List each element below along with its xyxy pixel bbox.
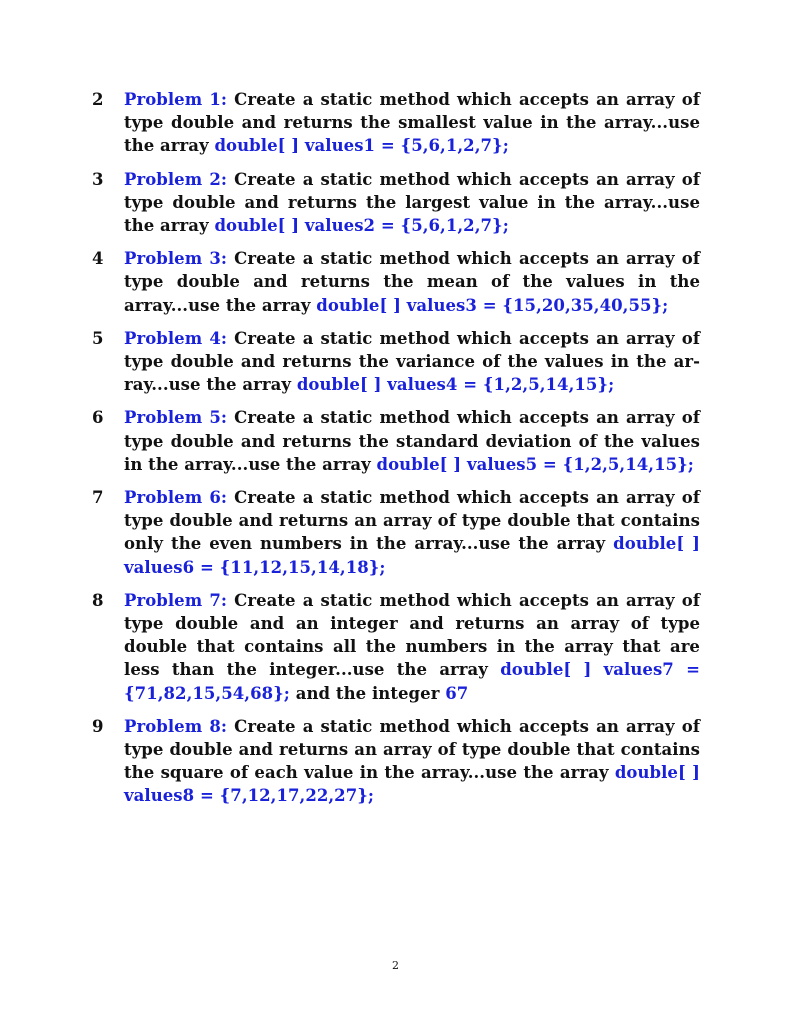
problem-number: 2 (92, 90, 104, 109)
problem-number: 6 (92, 408, 104, 428)
problem-number: 9 (92, 716, 104, 736)
page-number: 2 (392, 959, 399, 972)
problem-label: Problem 3: (124, 249, 228, 269)
problem-extra-code: 67 (445, 683, 469, 703)
problem-item-2 (92, 168, 700, 238)
problem-item-7 (92, 589, 700, 705)
problem-number: 3 (92, 169, 104, 189)
problem-code: double[ ] values8 = {7,12,17,22,27}; (124, 763, 700, 806)
problem-code: double[ ] values7 = {71,82,15,54,68}; (124, 660, 700, 703)
problem-number: 7 (92, 488, 104, 508)
problem-body (124, 715, 700, 808)
problem-label: Problem 6: (124, 488, 228, 508)
problem-number: 5 (92, 328, 104, 348)
problem-item-6 (92, 486, 700, 579)
problem-text: Create a static method which accepts an array of type double and returns the smallest value in the array...use the array (124, 90, 700, 156)
problem-label: Problem 2: (124, 169, 228, 189)
problem-list (92, 88, 700, 818)
problem-code: double[ ] values1 = {5,6,1,2,7}; (214, 136, 509, 156)
problem-body (124, 327, 700, 397)
problem-item-3 (92, 247, 700, 317)
problem-body (124, 88, 700, 158)
problem-label: Problem 1: (124, 90, 228, 109)
problem-item-8 (92, 715, 700, 808)
problem-body (124, 406, 700, 476)
problem-label: Problem 5: (124, 408, 228, 428)
problem-body (124, 247, 700, 317)
problem-text: Create a static method which accepts an array of type double and returns an array of type double that contains the square of each value in the array...use the array (124, 716, 700, 783)
problem-body (124, 589, 700, 705)
problem-body (124, 168, 700, 238)
problem-number: 4 (92, 249, 104, 269)
problem-label: Problem 4: (124, 328, 228, 348)
problem-code: double[ ] values5 = {1,2,5,14,15}; (376, 454, 694, 474)
problem-code: double[ ] values3 = {15,20,35,40,55}; (316, 295, 669, 315)
problem-item-5 (92, 406, 700, 476)
problem-text: Create a static method which accepts an array of type double and returns the mean of the values in the array...use the array (124, 249, 700, 315)
problem-label: Problem 8: (124, 716, 228, 736)
problem-item-1 (92, 88, 700, 158)
problem-text: Create a static method which accepts an array of type double and returns the largest value in the array...use the array (124, 169, 700, 236)
problem-number: 8 (92, 590, 104, 610)
problem-text: Create a static method which accepts an array of type double and returns the variance of the values in the array...use the array (124, 328, 700, 395)
problem-code: double[ ] values4 = {1,2,5,14,15}; (296, 375, 615, 395)
problem-extra-text: and the integer (289, 683, 446, 703)
problem-item-4 (92, 327, 700, 397)
problem-code: double[ ] values6 = {11,12,15,14,18}; (124, 534, 700, 577)
problem-text: Create a static method which accepts an array of type double and returns the standard deviation of the values in the array...use the array (124, 408, 700, 474)
problem-text: Create a static method which accepts an array of type double and returns an array of type double that contains only the even numbers in the array...use the array (124, 488, 700, 554)
problem-body (124, 486, 700, 579)
problem-code: double[ ] values2 = {5,6,1,2,7}; (214, 216, 509, 236)
problem-text: Create a static method which accepts an array of type double and an integer and returns an array of type double that contains all the numbers in the array that are less than the integer...use the array (124, 590, 700, 680)
problem-label: Problem 7: (124, 590, 228, 610)
